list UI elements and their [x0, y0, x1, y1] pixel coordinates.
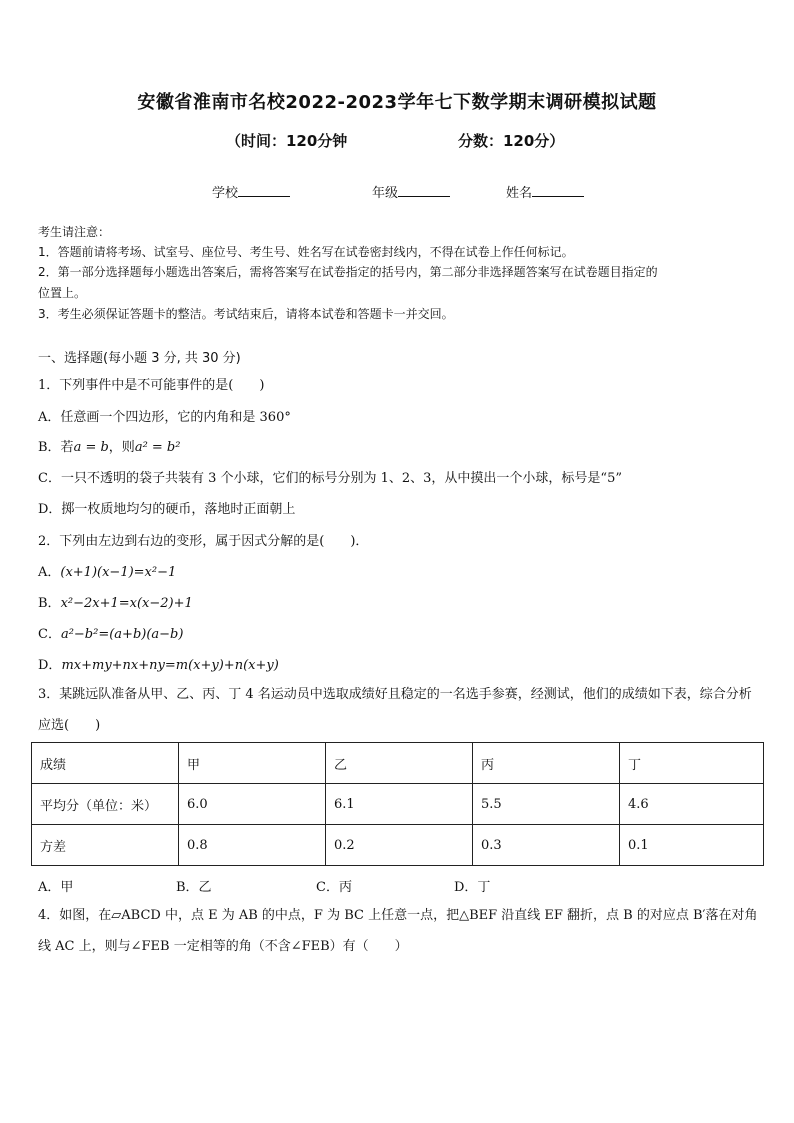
q1-stem: 1．下列事件中是不可能事件的是( ) [38, 378, 265, 393]
exam-title: 安徽省淮南市名校2022-2023学年七下数学期末调研模拟试题 [137, 92, 657, 113]
q3-option-c: C．丙 [316, 880, 352, 895]
q2-option-d-label: D． [38, 658, 62, 673]
table-row [32, 825, 764, 866]
table-cell: 丁 [620, 743, 764, 784]
table-cell: 平均分（单位：米） [32, 784, 179, 825]
q3-option-b: B．乙 [176, 880, 212, 895]
q1-option-b-mid: ，则 [108, 440, 135, 455]
notice-heading: 考生请注意： [38, 225, 111, 239]
q4-stem: 4．如图，在▱ABCD 中，点 E 为 AB 的中点，F 为 BC 上任意一点，把△BEF 沿直线 EF 翻折，点 B 的对应点 B′落在对角线 AC 上，则与∠FEB 一定相等的角（不含∠FEB）有（ ） [38, 908, 758, 954]
q1-option-c: C．一只不透明的袋子共装有 3 个小球，它们的标号分别为 1、2、3，从中摸出一个小球，标号是“5” [38, 471, 622, 486]
section-heading: 一、选择题(每小题 3 分, 共 30 分) [38, 351, 241, 366]
table-cell: 6.0 [179, 784, 326, 825]
table-cell: 5.5 [473, 784, 620, 825]
table-cell: 成绩 [32, 743, 179, 784]
q1-option-b-math-2: a² = b² [134, 440, 181, 455]
table-cell: 4.6 [620, 784, 764, 825]
q2-option-a-math: (x+1)(x−1)=x²−1 [60, 565, 177, 580]
name-label: 姓名 [506, 186, 533, 201]
notice-item: 2．第一部分选择题每小题选出答案后，需将答案写在试卷指定的括号内，第二部分非选择题答案写在试卷题目指定的 [38, 265, 658, 279]
q1-option-b-math-1: a = b [73, 440, 109, 455]
name-field [506, 182, 584, 201]
school-label: 学校 [212, 186, 239, 201]
q3-option-d: D．丁 [454, 880, 491, 895]
exam-score: 分数：120分） [458, 132, 565, 150]
q2-option-c-math: a²−b²=(a+b)(a−b) [60, 627, 184, 642]
q3-option-a: A．甲 [38, 880, 74, 895]
q2-option-b-label: B． [38, 596, 61, 611]
q3-stem: 3．某跳远队准备从甲、乙、丙、丁 4 名运动员中选取成绩好且稳定的一名选手参赛，经测试，他们的成绩如下表，综合分析应选( ) [38, 687, 752, 733]
table-cell: 6.1 [326, 784, 473, 825]
notice-item: 3．考生必须保证答题卡的整洁。考试结束后，请将本试卷和答题卡一并交回。 [38, 307, 454, 321]
q2-option-a-label: A． [38, 565, 61, 580]
exam-time: （时间：120分钟 [226, 132, 348, 150]
table-cell: 丙 [473, 743, 620, 784]
school-field [212, 182, 290, 201]
q2-option-d [38, 654, 760, 673]
table-cell: 0.1 [620, 825, 764, 866]
q1-option-b [38, 436, 760, 455]
q1-option-d: D．掷一枚质地均匀的硬币，落地时正面朝上 [38, 502, 296, 517]
q3-options [38, 876, 760, 895]
name-blank[interactable] [532, 184, 584, 197]
table-header-row [32, 743, 764, 784]
table-cell: 方差 [32, 825, 179, 866]
q2-option-a [38, 561, 760, 580]
table-row [32, 784, 764, 825]
q3-score-table [31, 742, 764, 866]
table-cell: 乙 [326, 743, 473, 784]
table-cell: 0.8 [179, 825, 326, 866]
q2-option-b [38, 592, 760, 611]
school-blank[interactable] [238, 184, 290, 197]
table-cell: 0.2 [326, 825, 473, 866]
q2-option-c [38, 623, 760, 642]
grade-field [372, 182, 450, 201]
table-cell: 0.3 [473, 825, 620, 866]
q1-option-b-prefix: B．若 [38, 440, 74, 455]
q2-option-d-math: mx+my+nx+ny=m(x+y)+n(x+y) [61, 658, 279, 673]
q2-stem: 2．下列由左边到右边的变形，属于因式分解的是( )． [38, 534, 369, 549]
table-cell: 甲 [179, 743, 326, 784]
grade-blank[interactable] [398, 184, 450, 197]
q2-option-c-label: C． [38, 627, 61, 642]
q2-option-b-math: x²−2x+1=x(x−2)+1 [60, 596, 193, 611]
notice-item: 位置上。 [38, 286, 87, 300]
q1-option-a: A．任意画一个四边形，它的内角和是 360° [38, 410, 291, 425]
grade-label: 年级 [372, 186, 399, 201]
notice-item: 1．答题前请将考场、试室号、座位号、考生号、姓名写在试卷密封线内，不得在试卷上作任何标记。 [38, 245, 574, 259]
